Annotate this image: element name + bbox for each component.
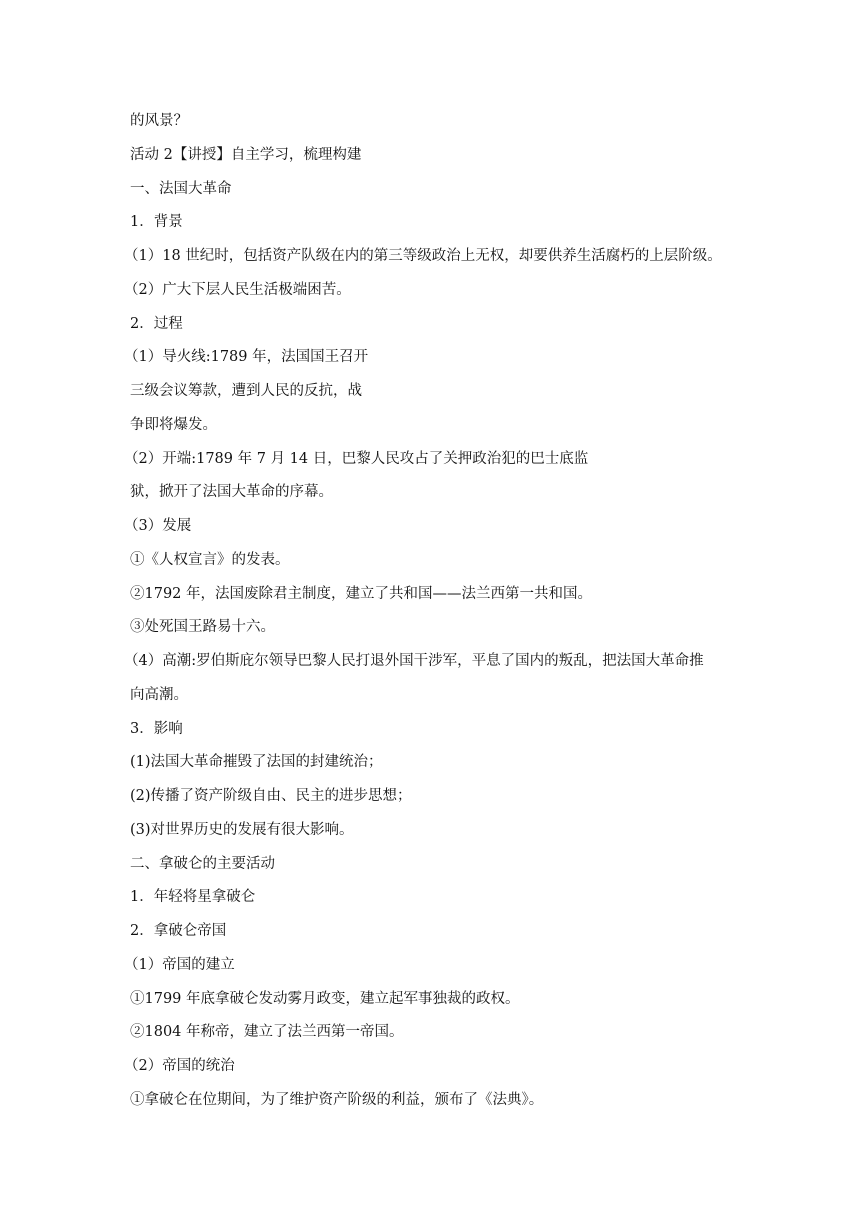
text-line: （1）18 世纪时，包括资产队级在内的第三等级政治上无权，却要供养生活腐朽的上层阶级。 [124,248,722,264]
subsection-heading: 1．年轻将星拿破仑 [130,889,256,905]
section-heading: 一、法国大革命 [130,181,232,197]
text-line: 狱，掀开了法国大革命的序幕。 [130,484,333,500]
subsection-heading: 1．背景 [130,214,183,230]
text-line: ②1792 年，法国废除君主制度，建立了共和国——法兰西第一共和国。 [130,586,593,602]
text-line: ①1799 年底拿破仑发动雾月政变，建立起军事独裁的政权。 [130,991,520,1007]
text-line: ①拿破仑在位期间，为了维护资产阶级的利益，颁布了《法典》。 [130,1092,544,1108]
text-line: （2）开端:1789 年 7 月 14 日，巴黎人民攻占了关押政治犯的巴士底监 [124,451,589,467]
text-line: ②1804 年称帝，建立了法兰西第一帝国。 [130,1024,404,1040]
text-line: （2）广大下层人民生活极端困苦。 [124,282,351,298]
text-line: ①《人权宣言》的发表。 [130,552,290,568]
section-heading: 活动 2【讲授】自主学习，梳理构建 [130,147,362,163]
text-line: （1）帝国的建立 [124,957,235,973]
text-line: 三级会议筹款，遭到人民的反抗，战 [130,383,362,399]
text-line: （2）帝国的统治 [124,1058,235,1074]
section-heading: 二、拿破仑的主要活动 [130,856,275,872]
text-line: 向高潮。 [130,687,188,703]
subsection-heading: 2．过程 [130,316,183,332]
text-line: (3)对世界历史的发展有很大影响。 [130,822,354,838]
text-line: （3）发展 [124,518,192,534]
text-line: （1）导火线:1789 年，法国国王召开 [124,349,369,365]
text-line: （4）高潮:罗伯斯庇尔领导巴黎人民打退外国干涉军，平息了国内的叛乱，把法国大革命推 [124,653,704,669]
subsection-heading: 3．影响 [130,721,183,737]
text-line: (2)传播了资产阶级自由、民主的进步思想； [130,788,412,804]
text-line: 争即将爆发。 [130,417,217,433]
text-line: (1)法国大革命摧毁了法国的封建统治； [130,754,383,770]
text-line: 的风景？ [130,113,188,129]
text-line: ③处死国王路易十六。 [130,619,275,635]
subsection-heading: 2．拿破仑帝国 [130,923,227,939]
